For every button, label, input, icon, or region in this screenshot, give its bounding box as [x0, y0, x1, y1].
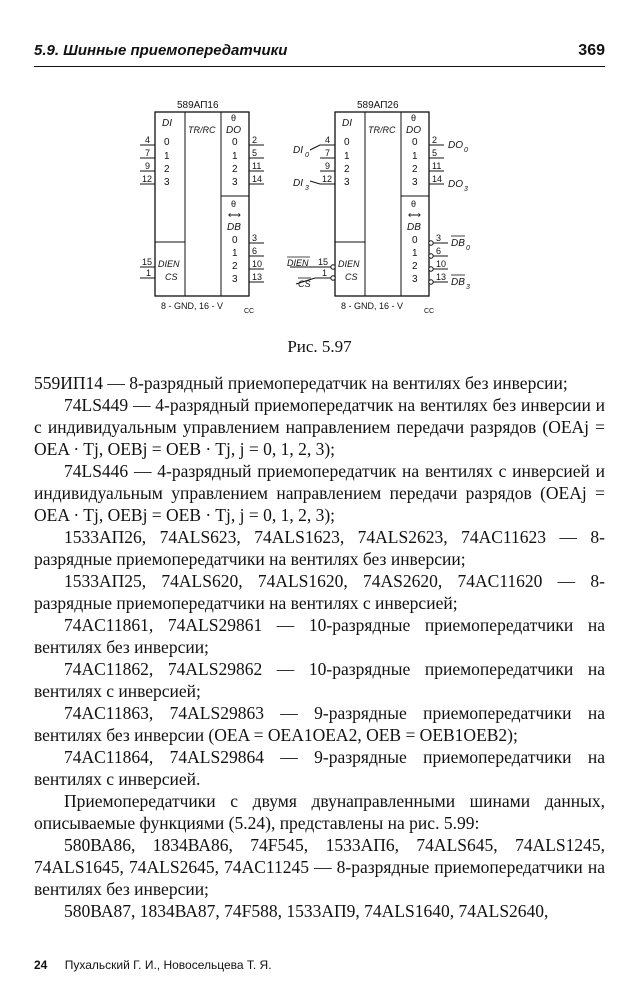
page-number: 369	[578, 42, 605, 59]
di-label: DI	[162, 118, 172, 129]
paragraph: 559ИП14 — 8-разрядный приемопередатчик на вентилях без инверсии;	[34, 373, 568, 393]
bit: 0	[344, 137, 350, 148]
bit: 3	[232, 177, 238, 188]
power-note: 8 - GND, 16 - V	[161, 301, 224, 311]
bit: 0	[412, 235, 418, 246]
ext-sub: 0	[305, 152, 309, 159]
pin-number: 13	[252, 272, 263, 282]
cs-label: CS	[165, 272, 178, 282]
ext-sub: 3	[466, 284, 470, 291]
chip-name: 589АП26	[357, 100, 399, 111]
pin-number: 2	[432, 135, 438, 145]
pin-number: 2	[252, 135, 258, 145]
ext-sub: 0	[466, 245, 470, 252]
do-label: DO	[406, 125, 421, 136]
pin-number: 1	[146, 268, 152, 278]
footer	[34, 958, 272, 972]
bit: 1	[232, 248, 238, 259]
ext-label: DIEN	[287, 258, 309, 268]
ext-sub: 3	[464, 186, 468, 193]
pin-number: 7	[145, 148, 151, 158]
bit: 0	[412, 137, 418, 148]
dien-label: DIEN	[158, 259, 180, 269]
bit: 1	[344, 151, 350, 162]
bit: 3	[412, 274, 418, 285]
power-note: 8 - GND, 16 - V	[341, 301, 404, 311]
ext-label: DB	[451, 277, 465, 288]
do-label: DO	[226, 125, 241, 136]
paragraph: 74AC11864, 74ALS29864 — 9-разрядные приемопередатчики на вентилях с инверсией.	[34, 747, 605, 789]
bit: 3	[232, 274, 238, 285]
body-text	[34, 372, 605, 922]
theta-label: θ	[231, 199, 237, 209]
pin-number: 11	[432, 161, 442, 171]
ext-label: DO	[448, 179, 463, 190]
pin-number: 10	[252, 259, 263, 269]
pin-number: 12	[142, 174, 153, 184]
cs-label: CS	[345, 272, 358, 282]
dien-label: DIEN	[338, 259, 360, 269]
ext-sub: 3	[305, 185, 309, 192]
trrc-label: TR/RC	[188, 125, 216, 135]
pin-number: 14	[252, 174, 263, 184]
pin-number: 11	[252, 161, 262, 171]
pin-number: 10	[436, 259, 447, 269]
paragraph: Приемопередатчики с двумя двунаправленными шинами данных, описываемые функциями (5.24), представлены на рис. 5.99:	[34, 791, 605, 833]
chip-name: 589АП16	[177, 100, 219, 111]
bit: 2	[344, 164, 350, 175]
pin-number: 13	[436, 272, 447, 282]
bit: 2	[412, 164, 418, 175]
pin-number: 3	[252, 233, 258, 243]
bit: 1	[412, 248, 418, 259]
pin-number: 9	[145, 161, 151, 171]
pin-number: 12	[322, 174, 333, 184]
bit: 0	[232, 235, 238, 246]
ext-label: DI	[293, 145, 303, 156]
ext-label: DI	[293, 178, 303, 189]
pin-number: 15	[318, 257, 329, 267]
paragraph: 580ВА86, 1834ВА86, 74F545, 1533АП6, 74ALS645, 74ALS1245, 74ALS1645, 74ALS2645, 74AC11245 — 8-разрядные приемопередатчики на вентилях без инверсии;	[34, 835, 605, 899]
ext-label: DB	[451, 238, 465, 249]
pin-number: 4	[325, 135, 331, 145]
right-chip	[287, 100, 470, 315]
paragraph: 1533АП25, 74ALS620, 74ALS1620, 74AS2620, 74AC11620 — 8-разрядные приемопередатчики на вентилях с инверсией;	[34, 571, 605, 613]
pin-number: 6	[252, 246, 258, 256]
bit: 0	[232, 137, 238, 148]
section-title: 5.9. Шинные приемопередатчики	[34, 42, 288, 59]
bit: 2	[164, 164, 170, 175]
paragraph: 74LS446 — 4-разрядный приемопередатчик на вентилях с инверсией и индивидуальным управлением направлением передачи разрядов (OEAj = OEA · Tj, OEBj = OEB · Tj, j = 0, 1, 2, 3);	[34, 461, 605, 525]
figure-5-97	[0, 0, 639, 335]
pin-number: 1	[322, 268, 328, 278]
power-sub: CC	[424, 308, 435, 315]
pin-number: 7	[325, 148, 331, 158]
bit: 1	[232, 151, 238, 162]
pin-number: 3	[436, 233, 442, 243]
paragraph: 580ВА87, 1834ВА87, 74F588, 1533АП9, 74ALS1640, 74ALS2640,	[64, 901, 549, 921]
bit: 3	[412, 177, 418, 188]
paragraph: 1533АП26, 74ALS623, 74ALS1623, 74ALS2623, 74AC11623 — 8-разрядные приемопередатчики на вентилях без инверсии;	[34, 527, 605, 569]
bit: 1	[164, 151, 170, 162]
db-label: DB	[227, 222, 241, 233]
svg-text:⟷: ⟷	[408, 210, 421, 220]
ext-label: CS	[298, 279, 311, 289]
bit: 2	[232, 261, 238, 272]
pin-number: 9	[325, 161, 331, 171]
bit: 2	[412, 261, 418, 272]
paragraph: 74AC11863, 74ALS29863 — 9-разрядные приемопередатчики на вентилях без инверсии (OEA = OEA1OEA2, OEB = OEB1OEB2);	[34, 703, 605, 745]
ext-label: DO	[448, 140, 463, 151]
paragraph: 74AC11861, 74ALS29861 — 10-разрядные приемопередатчики на вентилях без инверсии;	[34, 615, 605, 657]
pin-number: 15	[142, 257, 153, 267]
bit: 3	[344, 177, 350, 188]
pin-number: 4	[145, 135, 151, 145]
theta-label: θ	[411, 199, 417, 209]
theta-label: θ	[231, 113, 237, 123]
ext-sub: 0	[464, 147, 468, 154]
db-label: DB	[407, 222, 421, 233]
svg-text:⟷: ⟷	[228, 210, 241, 220]
bit: 3	[164, 177, 170, 188]
figure-caption: Рис. 5.97	[287, 337, 352, 356]
trrc-label: TR/RC	[368, 125, 396, 135]
theta-label: θ	[411, 113, 417, 123]
bit: 0	[164, 137, 170, 148]
di-label: DI	[342, 118, 352, 129]
signature-number: 24	[34, 958, 48, 972]
power-sub: CC	[244, 308, 255, 315]
left-chip	[140, 100, 264, 315]
paragraph: 74AC11862, 74ALS29862 — 10-разрядные приемопередатчики на вентилях с инверсией;	[34, 659, 605, 701]
bit: 1	[412, 151, 418, 162]
pin-number: 6	[436, 246, 442, 256]
bit: 2	[232, 164, 238, 175]
pin-number: 5	[432, 148, 438, 158]
footer-authors: Пухальский Г. И., Новосельцева Т. Я.	[64, 958, 272, 972]
pin-number: 5	[252, 148, 258, 158]
paragraph: 74LS449 — 4-разрядный приемопередатчик на вентилях без инверсии и с индивидуальным управлением направлением передачи разрядов (OEAj = OEA · Tj, OEBj = OEB · Tj, j = 0, 1, 2, 3);	[34, 395, 605, 459]
pin-number: 14	[432, 174, 443, 184]
